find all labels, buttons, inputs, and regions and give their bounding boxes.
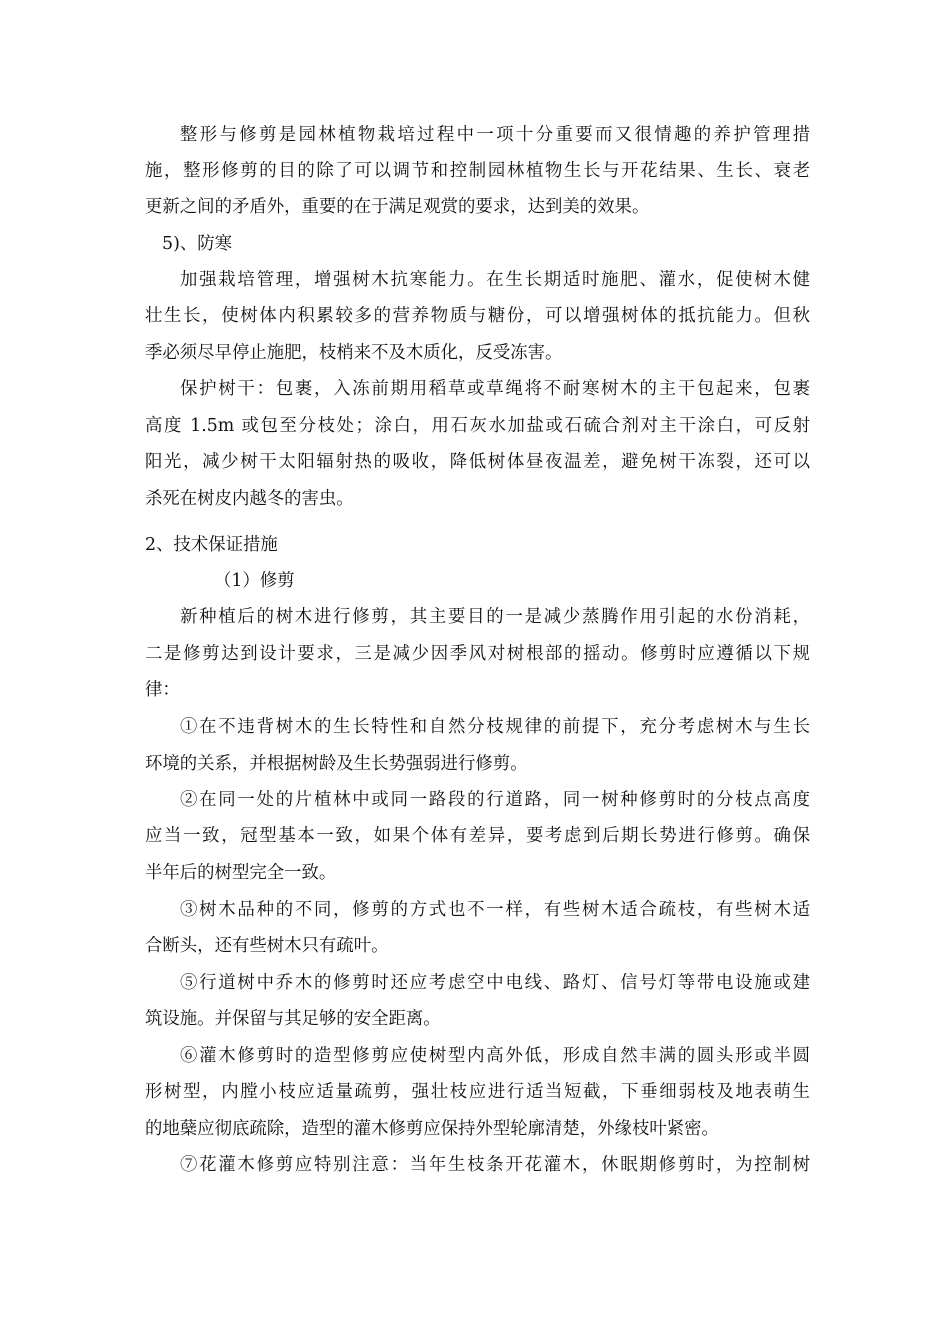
text-line: 新种植后的树木进行修剪，其主要目的一是减少蒸腾作用引起的水份消耗， [180, 607, 810, 627]
text-line: ③树木品种的不同，修剪的方式也不一样，有些树木适合疏枝，有些树木适 [180, 900, 810, 920]
text-line: 施，整形修剪的目的除了可以调节和控制园林植物生长与开花结果、生长、衰老 [145, 161, 810, 181]
text-line: ⑥灌木修剪时的造型修剪应使树型内高外低，形成自然丰满的圆头形或半圆 [180, 1046, 810, 1066]
text-line: 二是修剪达到设计要求，三是减少因季风对树根部的摇动。修剪时应遵循以下规 [145, 644, 810, 664]
text-line: 环境的关系，并根据树龄及生长势强弱进行修剪。 [145, 754, 528, 774]
text-line: ⑦花灌木修剪应特别注意：当年生枝条开花灌木，休眠期修剪时，为控制树 [180, 1155, 810, 1175]
text-line: ②在同一处的片植林中或同一路段的行道路，同一树种修剪时的分枝点高度 [180, 790, 810, 810]
text-line: 阳光，减少树干太阳辐射热的吸收，降低树体昼夜温差，避免树干冻裂，还可以 [145, 452, 810, 472]
text-line: 应当一致，冠型基本一致，如果个体有差异，要考虑到后期长势进行修剪。确保 [145, 826, 810, 846]
section-heading: 5)、防寒 [162, 234, 233, 254]
text-line: 高度 1.5m 或包至分枝处；涂白，用石灰水加盐或石硫合剂对主干涂白，可反射 [145, 416, 810, 436]
text-line: 半年后的树型完全一致。 [145, 863, 337, 883]
text-line: 更新之间的矛盾外，重要的在于满足观赏的要求，达到美的效果。 [145, 197, 650, 217]
text-line: 筑设施。并保留与其足够的安全距离。 [145, 1009, 441, 1029]
subsection-heading: （1）修剪 [214, 571, 295, 591]
text-line: 律： [145, 680, 180, 700]
text-line: 形树型，内膛小枝应适量疏剪，强壮枝应进行适当短截，下垂细弱枝及地表萌生 [145, 1082, 810, 1102]
text-line: 合断头，还有些树木只有疏叶。 [145, 936, 389, 956]
section-heading: 2、技术保证措施 [145, 535, 278, 555]
text-line: ⑤行道树中乔木的修剪时还应考虑空中电线、路灯、信号灯等带电设施或建 [180, 973, 810, 993]
text-line: 季必须尽早停止施肥，枝梢来不及木质化，反受冻害。 [145, 343, 563, 363]
text-line: 整形与修剪是园林植物栽培过程中一项十分重要而又很情趣的养护管理措 [180, 125, 810, 145]
text-line: 保护树干：包裹，入冻前期用稻草或草绳将不耐寒树木的主干包起来，包裹 [180, 379, 810, 399]
text-line: ①在不违背树木的生长特性和自然分枝规律的前提下，充分考虑树木与生长 [180, 717, 810, 737]
text-line: 杀死在树皮内越冬的害虫。 [145, 489, 354, 509]
text-line: 的地蘖应彻底疏除，造型的灌木修剪应保持外型轮廓清楚，外缘枝叶紧密。 [145, 1119, 719, 1139]
text-line: 壮生长，使树体内积累较多的营养物质与糖份，可以增强树体的抵抗能力。但秋 [145, 306, 810, 326]
text-line: 加强栽培管理，增强树木抗寒能力。在生长期适时施肥、灌水，促使树木健 [180, 270, 810, 290]
